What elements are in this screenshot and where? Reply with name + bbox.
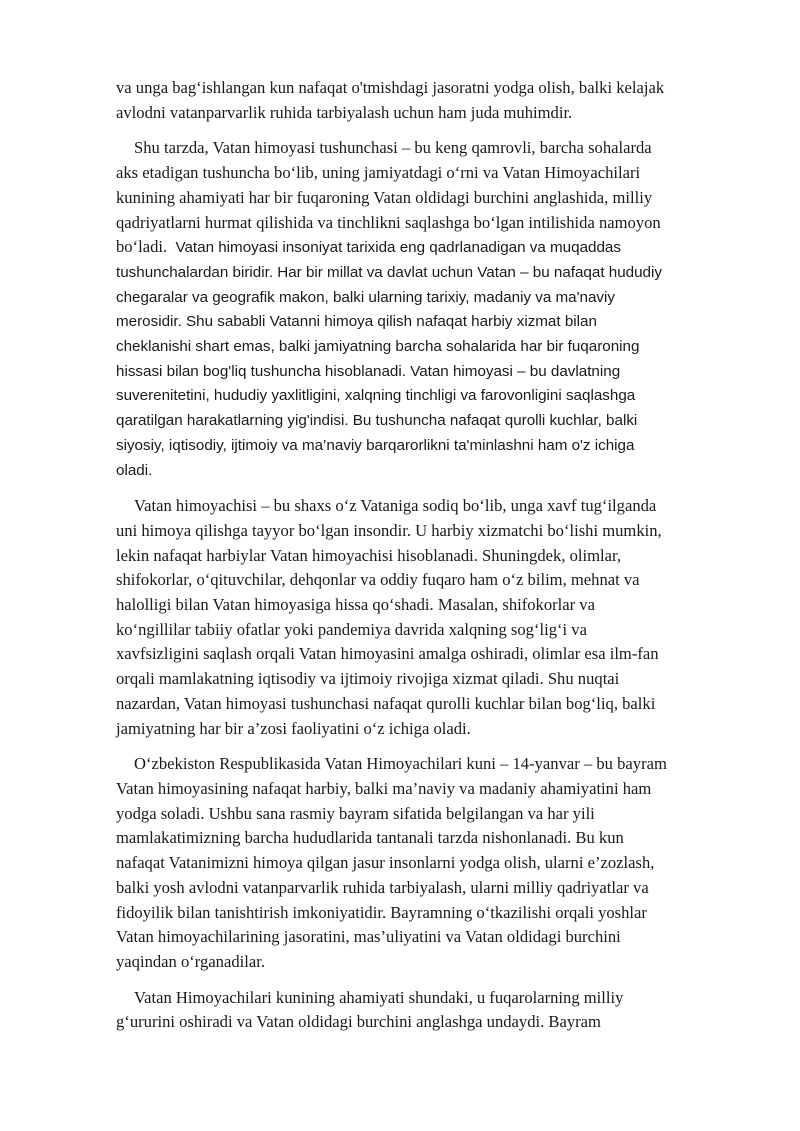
text-line: siyosiy, iqtisodiy, ijtimoiy va ma’naviy barqarorlikni ta'minlashni ham o'z ichiga: [116, 436, 635, 454]
paragraph-4: [116, 752, 746, 974]
text-line: qadriyatlarni hurmat qilishida va tinchlikni saqlashga bo‘lgan intilishida namoyon: [116, 212, 661, 232]
text-line: nazardan, Vatan himoyasi tushunchasi nafaqat qurolli kuchlar bilan bog‘liq, balki: [116, 693, 656, 713]
text-line: kunining ahamiyati har bir fuqaroning Vatan oldidagi burchini anglashida, milliy: [116, 187, 653, 207]
paragraph-2: [116, 136, 746, 483]
text-line: va unga bag‘ishlangan kun nafaqat o'tmishdagi jasoratni yodga olish, balki kelajak: [116, 78, 665, 97]
paragraph-1: [116, 76, 746, 125]
text-line: O‘zbekiston Respublikasida Vatan Himoyachilari kuni – 14-yanvar – bu bayram: [134, 754, 667, 774]
text-line: hissasi bilan bog'liq tushuncha hisoblanadi. Vatan himoyasi – bu davlatning: [116, 362, 621, 380]
text-line: qaratilgan harakatlarning yig'indisi. Bu tushuncha nafaqat qurolli kuchlar, balki: [116, 412, 638, 430]
text-line: balki yosh avlodni vatanparvarlik ruhida tarbiyalash, ularni milliy qadriyatlar va: [116, 877, 649, 897]
text-line: yodga soladi. Ushbu sana rasmiy bayram sifatida belgilangan va har yili: [116, 803, 595, 823]
text-line: oladi.: [116, 461, 153, 479]
paragraph-5: [116, 986, 746, 1035]
text-line: suverenitetini, hududiy yaxlitligini, xalqning tinchligi va farovonligini saqlashga: [116, 387, 636, 405]
text-line: cheklanishi shart emas, balki jamiyatning barcha sohalarida har bir fuqaroning: [116, 338, 640, 356]
text-line: halolligi bilan Vatan himoyasiga hissa qo‘shadi. Masalan, shifokorlar va: [116, 595, 595, 615]
text-run-sans: Vatan himoyasi insoniyat tarixida eng qadrlanadigan va muqaddas: [175, 239, 621, 257]
paragraph-3: [116, 494, 746, 741]
text-line-mixed: [116, 235, 746, 261]
text-line: ko‘ngillilar tabiiy ofatlar yoki pandemiya davrida xalqning sog‘lig‘i va: [116, 619, 587, 639]
text-line: jamiyatning har bir a’zosi faoliyatini o‘z ichiga oladi.: [116, 718, 471, 738]
text-line: uni himoya qilishga tayyor bo‘lgan insondir. U harbiy xizmatchi bo‘lishi mumkin,: [116, 520, 662, 540]
text-line: lekin nafaqat harbiylar Vatan himoyachisi hisoblanadi. Shuningdek, olimlar,: [116, 545, 622, 565]
text-line: tushunchalardan biridir. Har bir millat va davlat uchun Vatan – bu nafaqat hududiy: [116, 263, 662, 281]
text-line: mamlakatimizning barcha hududlarida tantanali tarzda nishonlanadi. Bu kun: [116, 828, 624, 848]
text-line: Vatan himoyachisi – bu shaxs o‘z Vataniga sodiq bo‘lib, unga xavf tug‘ilganda: [134, 496, 657, 516]
text-line: aks etadigan tushuncha bo‘lib, uning jamiyatdagi o‘rni va Vatan Himoyachilari: [116, 163, 641, 183]
text-line: orqali mamlakatning iqtisodiy va ijtimoiy rivojiga xizmat qiladi. Shu nuqtai: [116, 669, 620, 689]
text-run-serif: bo‘ladi.: [116, 237, 176, 257]
text-line: chegaralar va geografik makon, balki ularning tarixiy, madaniy va ma'naviy: [116, 288, 615, 306]
text-line: shifokorlar, o‘qituvchilar, dehqonlar va oddiy fuqaro ham o‘z bilim, mehnat va: [116, 570, 640, 590]
text-line: Shu tarzda, Vatan himoyasi tushunchasi – bu keng qamrovli, barcha sohalarda: [134, 138, 652, 158]
text-line: yaqindan o‘rganadilar.: [116, 951, 265, 971]
text-line: merosidir. Shu sababli Vatanni himoya qilish nafaqat harbiy xizmat bilan: [116, 313, 597, 331]
text-line: nafaqat Vatanimizni himoya qilgan jasur insonlarni yodga olish, ularni e’zozlash,: [116, 853, 655, 873]
text-line: fidoyilik bilan tanishtirish imkoniyatidir. Bayramning o‘tkazilishi orqali yoshlar: [116, 902, 647, 922]
text-column: [116, 76, 746, 1046]
text-line: avlodni vatanparvarlik ruhida tarbiyalash uchun ham juda muhimdir.: [116, 102, 573, 122]
text-line: Vatan Himoyachilari kunining ahamiyati shundaki, u fuqarolarning milliy: [134, 987, 624, 1007]
text-line: Vatan himoyachilarining jasoratini, mas’uliyatini va Vatan oldidagi burchini: [116, 927, 621, 947]
text-line: Vatan himoyasining nafaqat harbiy, balki ma’naviy va madaniy ahamiyatini ham: [116, 778, 652, 798]
text-line: g‘ururini oshiradi va Vatan oldidagi burchini anglashga undaydi. Bayram: [116, 1012, 601, 1032]
text-line: xavfsizligini saqlash orqali Vatan himoyasini amalga oshiradi, olimlar esa ilm-fan: [116, 644, 659, 664]
